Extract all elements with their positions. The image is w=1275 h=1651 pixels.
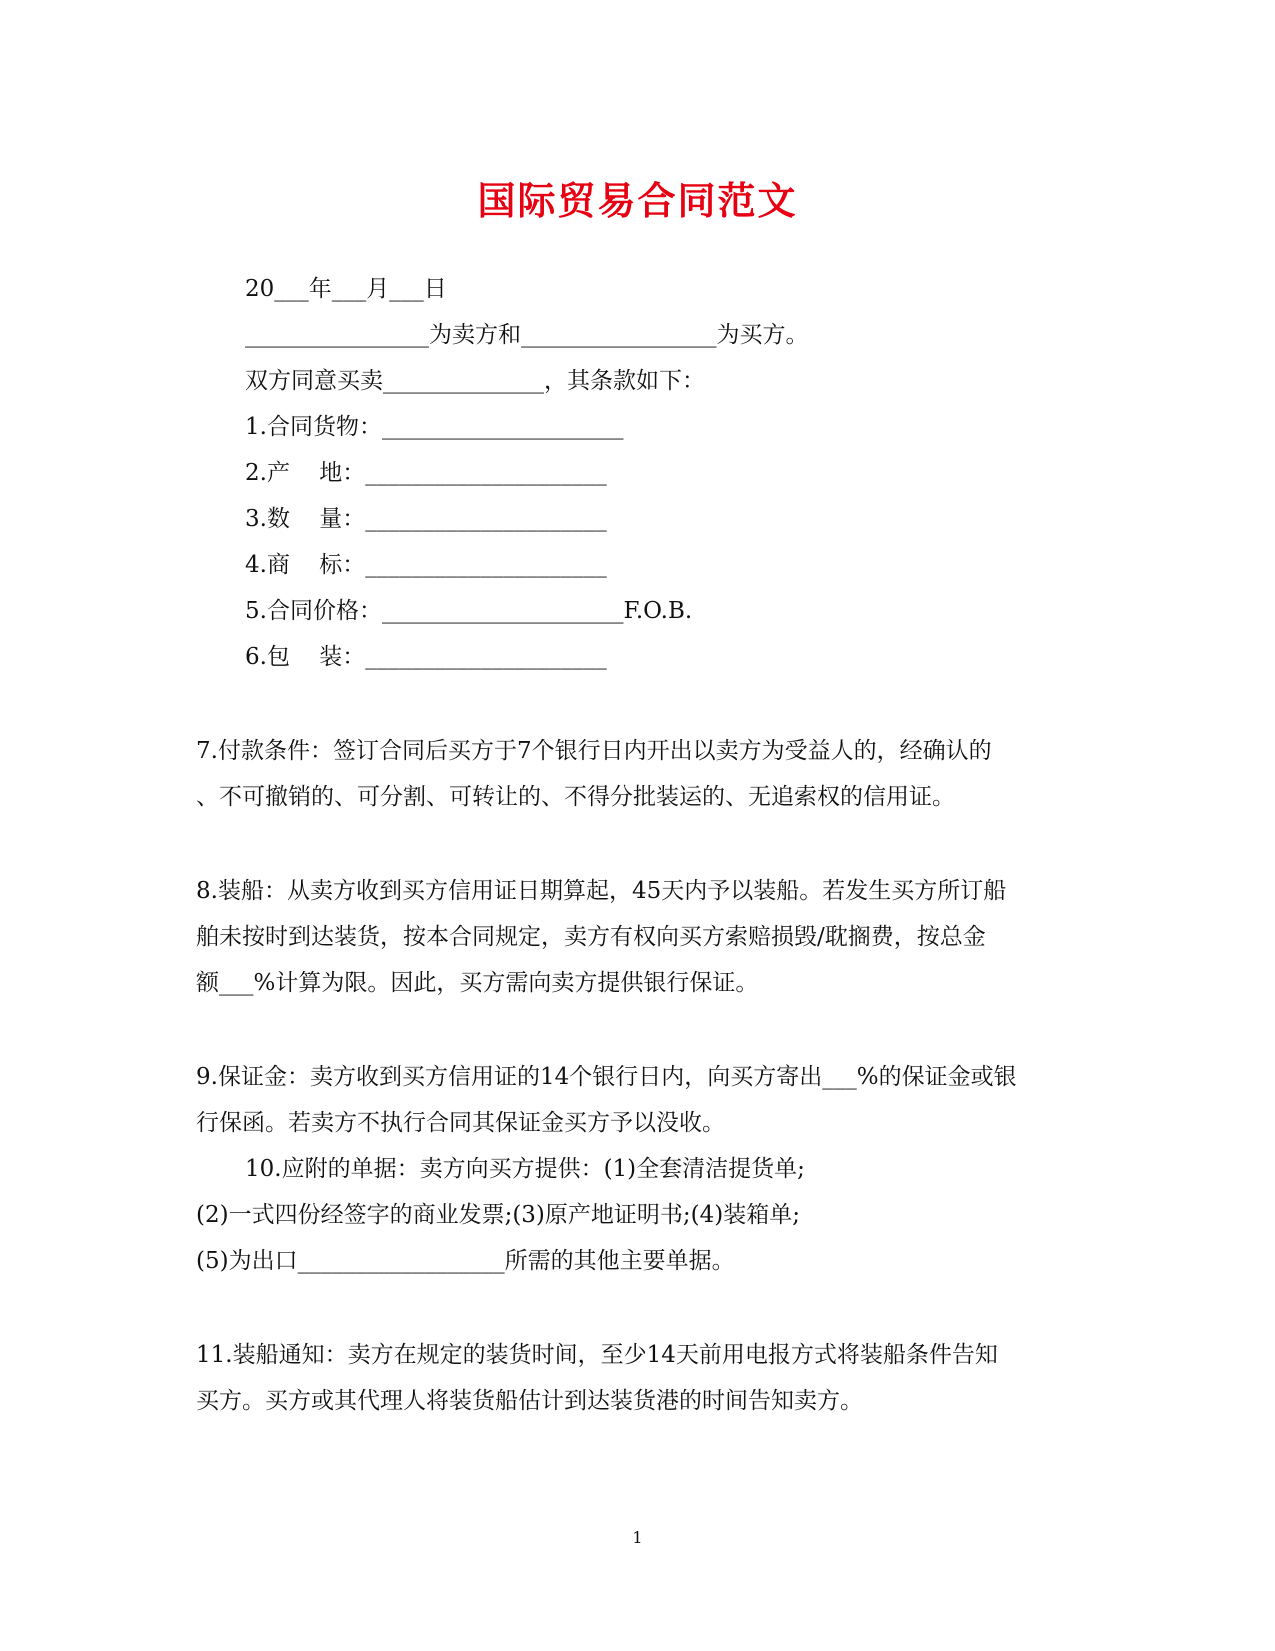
agreement-line: 双方同意买卖______________，其条款如下： bbox=[245, 368, 705, 394]
parties-line: ________________为卖方和_________________为买方。 bbox=[245, 322, 809, 348]
clause-quantity: 3.数 量：_____________________ bbox=[245, 506, 607, 532]
clause-payment-line-1: 7.付款条件：签订合同后买方于7个银行日内开出以卖方为受益人的，经确认的 bbox=[196, 738, 992, 764]
clause-shipment-line-3: 额___%计算为限。因此，买方需向卖方提供银行保证。 bbox=[196, 970, 759, 996]
page-number: 1 bbox=[632, 1528, 643, 1547]
clause-deposit-line-1: 9.保证金：卖方收到买方信用证的14个银行日内，向买方寄出___%的保证金或银 bbox=[196, 1064, 1017, 1090]
clause-packing: 6.包 装：_____________________ bbox=[245, 644, 607, 670]
clause-price: 5.合同价格：_____________________F.O.B. bbox=[245, 598, 693, 624]
clause-shipment-line-1: 8.装船：从卖方收到买方信用证日期算起，45天内予以装船。若发生买方所订船 bbox=[196, 878, 1007, 904]
clause-notice-line-1: 11.装船通知：卖方在规定的装货时间，至少14天前用电报方式将装船条件告知 bbox=[196, 1342, 998, 1368]
clause-documents-line-3: (5)为出口__________________所需的其他主要单据。 bbox=[196, 1248, 735, 1274]
clause-notice-line-2: 买方。买方或其代理人将装货船估计到达装货港的时间告知卖方。 bbox=[196, 1388, 863, 1414]
clause-shipment-line-2: 舶未按时到达装货，按本合同规定，卖方有权向买方索赔损毁/耽搁费，按总金 bbox=[196, 924, 986, 950]
clause-payment-line-2: 、不可撤销的、可分割、可转让的、不得分批装运的、无追索权的信用证。 bbox=[196, 784, 955, 810]
clause-documents-line-2: (2)一式四份经签字的商业发票;(3)原产地证明书;(4)装箱单; bbox=[196, 1202, 800, 1228]
clause-origin: 2.产 地：_____________________ bbox=[245, 460, 607, 486]
clause-brand: 4.商 标：_____________________ bbox=[245, 552, 607, 578]
clause-goods: 1.合同货物：_____________________ bbox=[245, 414, 624, 440]
date-line: 20___年___月___日 bbox=[245, 276, 447, 302]
clause-deposit-line-2: 行保函。若卖方不执行合同其保证金买方予以没收。 bbox=[196, 1110, 725, 1136]
document-title: 国际贸易合同范文 bbox=[477, 178, 798, 223]
clause-documents-line-1: 10.应附的单据：卖方向买方提供：(1)全套清洁提货单; bbox=[245, 1156, 805, 1182]
